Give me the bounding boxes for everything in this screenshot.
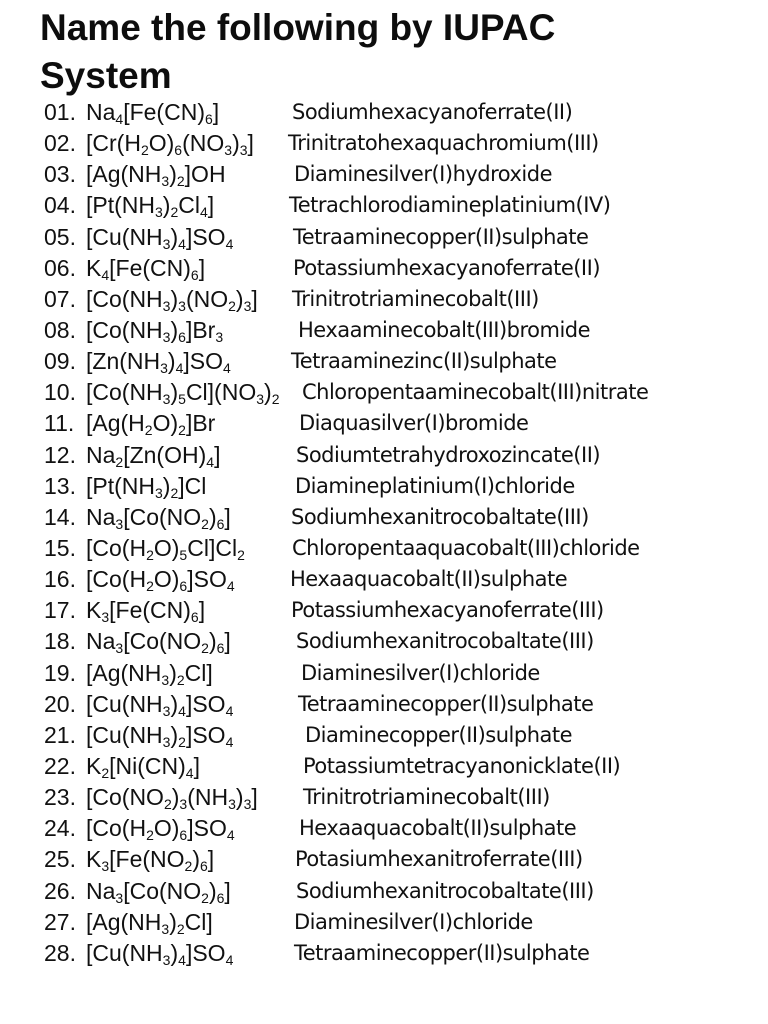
chemical-formula: $[Pt(NH_3)_2]Cl$: [86, 472, 207, 501]
item-number: 13.: [44, 472, 76, 499]
item-number: 23.: [44, 784, 76, 811]
list-item: [0, 782, 768, 813]
list-item: [0, 377, 768, 408]
item-number: 17.: [44, 597, 76, 624]
iupac-name: Trinitratohexaquachromium(III): [288, 131, 599, 156]
chemical-formula: $K_4[Fe(CN)_6]$: [86, 254, 206, 283]
item-number: 21.: [44, 721, 76, 748]
item-number: 03.: [44, 161, 76, 188]
iupac-name: Trinitrotriaminecobalt(III): [303, 785, 550, 810]
list-item: [0, 408, 768, 439]
item-number: 25.: [44, 846, 76, 873]
item-number: 22.: [44, 752, 76, 779]
list-item: [0, 159, 768, 190]
list-item: [0, 751, 768, 782]
chemical-formula: $K_3[Fe(CN)_6]$: [86, 597, 206, 626]
item-number: 16.: [44, 566, 76, 593]
title-line-1: Name the following by IUPAC: [40, 7, 556, 48]
chemical-formula: $[Pt(NH_3)_2Cl_4]$: [86, 192, 215, 221]
iupac-name: Diamineplatinium(I)chloride: [295, 473, 575, 498]
list-item: [0, 595, 768, 626]
chemical-formula: $[Cu(NH_3)_4]SO_4$: [86, 690, 234, 719]
iupac-name: Diaminesilver(I)chloride: [301, 660, 540, 685]
iupac-name: Tetraaminezinc(II)sulphate: [291, 349, 557, 374]
chemical-formula: $K_2[Ni(CN)_4]$: [86, 752, 200, 781]
iupac-name: Hexaaminecobalt(III)bromide: [298, 317, 591, 342]
item-number: 20.: [44, 690, 76, 717]
item-number: 10.: [44, 379, 76, 406]
list-item: [0, 346, 768, 377]
list-item: [0, 626, 768, 657]
item-number: 04.: [44, 192, 76, 219]
iupac-name: Tetraaminecopper(II)sulphate: [298, 691, 594, 716]
chemical-formula: $[Co(NH_3)_3(NO_2)_3]$: [86, 285, 258, 314]
list-item: [0, 128, 768, 159]
iupac-name: Potassiumhexacyanoferrate(III): [291, 598, 604, 623]
iupac-name: Sodiumtetrahydroxozincate(II): [296, 442, 601, 467]
chemical-formula: $Na_3[Co(NO_2)_6]$: [86, 628, 231, 657]
list-item: [0, 440, 768, 471]
iupac-name: Tetrachlorodiamineplatinium(IV): [289, 193, 611, 218]
iupac-name: Diaminecopper(II)sulphate: [305, 722, 573, 747]
item-number: 08.: [44, 316, 76, 343]
list-item: [0, 97, 768, 128]
list-item: [0, 720, 768, 751]
list-item: [0, 876, 768, 907]
list-item: [0, 844, 768, 875]
item-number: 19.: [44, 659, 76, 686]
iupac-name: Tetraaminecopper(II)sulphate: [293, 224, 589, 249]
list-item: [0, 689, 768, 720]
item-number: 15.: [44, 534, 76, 561]
iupac-name: Hexaaquacobalt(II)sulphate: [299, 816, 577, 841]
chemical-formula: $[Co(H_2O)_6]SO_4$: [86, 815, 235, 844]
title-line-2: System: [40, 55, 172, 96]
iupac-name: Diaquasilver(I)bromide: [299, 411, 529, 436]
iupac-name: Sodiumhexanitrocobaltate(III): [291, 504, 589, 529]
chemical-formula: $Na_2[Zn(OH)_4]$: [86, 441, 221, 470]
chemical-formula: $Na_3[Co(NO_2)_6]$: [86, 877, 231, 906]
chemical-formula: $[Cu(NH_3)_2]SO_4$: [86, 721, 234, 750]
chemical-formula: $[Co(NO_2)_3(NH_3)_3]$: [86, 784, 258, 813]
iupac-name: Potassiumtetracyanonicklate(II): [303, 753, 621, 778]
list-item: [0, 658, 768, 689]
iupac-name: Diaminesilver(I)chloride: [294, 909, 533, 934]
chemical-formula: $[Co(NH_3)_5Cl](NO_3)_2$: [86, 379, 280, 408]
iupac-name: Potasiumhexanitroferrate(III): [295, 847, 583, 872]
list-item: [0, 253, 768, 284]
item-number: 28.: [44, 939, 76, 966]
chemical-formula: $[Ag(NH_3)_2]OH$: [86, 161, 226, 190]
item-number: 18.: [44, 628, 76, 655]
item-number: 09.: [44, 348, 76, 375]
list-item: [0, 502, 768, 533]
list-item: [0, 315, 768, 346]
list-item: [0, 284, 768, 315]
item-number: 14.: [44, 503, 76, 530]
chemical-formula: $[Ag(NH_3)_2Cl]$: [86, 659, 213, 688]
list-item: [0, 907, 768, 938]
item-number: 11.: [44, 410, 75, 437]
chemical-formula: $[Co(NH_3)_6]Br_3$: [86, 316, 224, 345]
item-number: 01.: [44, 99, 76, 125]
iupac-name: Diaminesilver(I)hydroxide: [294, 162, 553, 187]
item-number: 06.: [44, 254, 76, 281]
item-number: 12.: [44, 441, 76, 468]
page-title: [40, 4, 740, 100]
chemical-formula: $[Zn(NH_3)_4]SO_4$: [86, 348, 231, 377]
list-item: [0, 222, 768, 253]
item-number: 07.: [44, 285, 76, 312]
list-item: [0, 938, 768, 969]
list-item: [0, 813, 768, 844]
iupac-name: Tetraaminecopper(II)sulphate: [294, 940, 590, 965]
item-number: 24.: [44, 815, 76, 842]
list-item: [0, 564, 768, 595]
iupac-name: Chloropentaaminecobalt(III)nitrate: [302, 380, 649, 405]
iupac-name: Sodiumhexanitrocobaltate(III): [296, 878, 594, 903]
iupac-name: Trinitrotriaminecobalt(III): [292, 286, 539, 311]
chemical-formula: $[Cr(H_2O)_6(NO_3)_3]$: [86, 130, 254, 159]
chemical-formula: $[Ag(H_2O)_2]Br$: [86, 410, 216, 439]
chemical-formula: $Na_4[Fe(CN)_6]$: [86, 99, 220, 127]
iupac-name: Hexaaquacobalt(II)sulphate: [290, 567, 568, 592]
list-item: [0, 533, 768, 564]
chemical-formula: $[Co(H_2O)_6]SO_4$: [86, 566, 235, 595]
iupac-name: Sodiumhexanitrocobaltate(III): [296, 629, 594, 654]
iupac-name: Chloropentaaquacobalt(III)chloride: [292, 535, 640, 560]
item-number: 26.: [44, 877, 76, 904]
item-number: 02.: [44, 130, 76, 157]
item-number: 27.: [44, 908, 76, 935]
chemical-formula: $[Cu(NH_3)_4]SO_4$: [86, 223, 234, 252]
list-item: [0, 471, 768, 502]
list-item: [0, 190, 768, 221]
chemical-formula: $Na_3[Co(NO_2)_6]$: [86, 503, 231, 532]
iupac-name: Sodiumhexacyanoferrate(II): [292, 100, 573, 124]
chemical-formula: $K_3[Fe(NO_2)_6]$: [86, 846, 215, 875]
iupac-name: Potassiumhexacyanoferrate(II): [293, 255, 601, 280]
chemical-formula: $[Ag(NH_3)_2Cl]$: [86, 908, 213, 937]
compound-list: [0, 97, 768, 969]
chemical-formula: $[Co(H_2O)_5Cl]Cl_2$: [86, 534, 245, 563]
chemical-formula: $[Cu(NH_3)_4]SO_4$: [86, 939, 234, 968]
item-number: 05.: [44, 223, 76, 250]
